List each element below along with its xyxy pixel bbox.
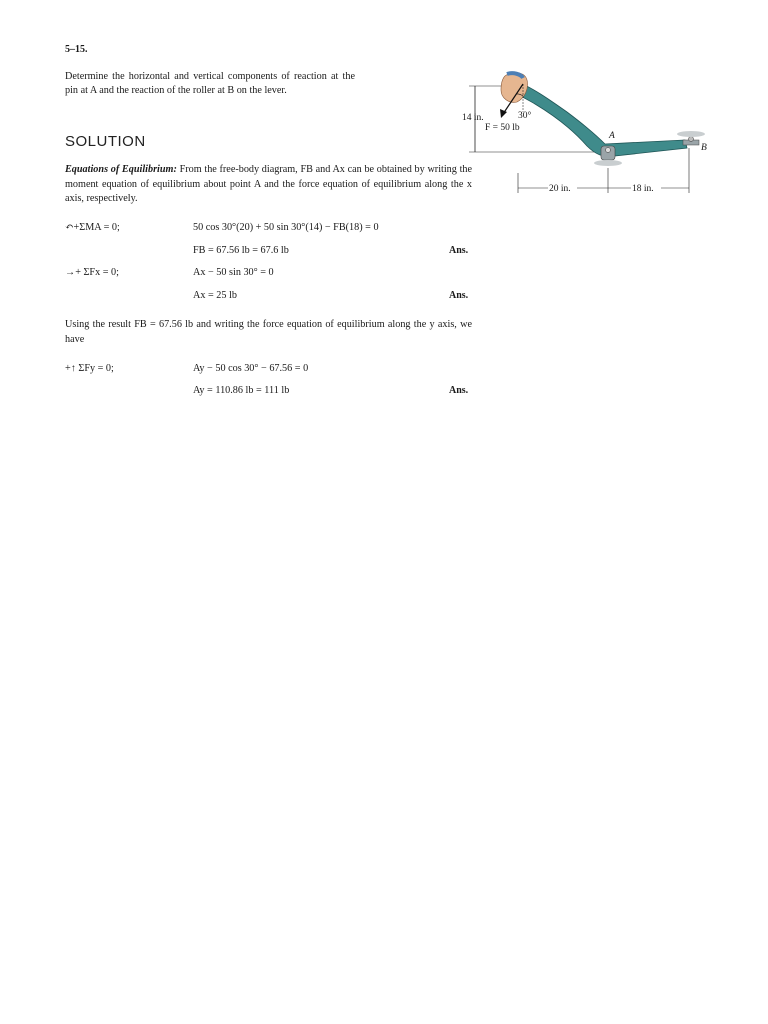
point-b-label: B xyxy=(701,143,707,153)
fy-equation: Ay − 50 cos 30° − 67.56 = 0 xyxy=(193,363,309,374)
intro-text: From the free-body diagram, FB and Ax can be obtained by writing the moment equation of equilibrium about point A and the force equation of equilibrium along the x axis, respectively. xyxy=(65,164,473,204)
problem-number: 5–15. xyxy=(65,44,88,55)
moment-eq-label: ↶+ΣMA = 0; xyxy=(65,222,120,233)
fx-eq-label: →+ ΣFx = 0; xyxy=(65,267,119,278)
point-a-label: A xyxy=(609,131,615,141)
solution-heading: SOLUTION xyxy=(65,133,146,150)
ans-label: Ans. xyxy=(449,245,469,256)
problem-statement: Determine the horizontal and vertical components of reaction at the pin at A and the reaction of the roller at B on the lever. xyxy=(65,71,355,96)
dim-20-label: 20 in. xyxy=(549,184,571,194)
dim-18-label: 18 in. xyxy=(632,184,654,194)
ay-result: Ay = 110.86 lb = 111 lb xyxy=(193,385,290,396)
fb-result: FB = 67.56 lb = 67.6 lb xyxy=(193,245,289,256)
lever xyxy=(513,82,687,157)
lever-figure xyxy=(455,68,715,208)
moment-equation: 50 cos 30°(20) + 50 sin 30°(14) − FB(18) = 0 xyxy=(193,222,379,233)
dim-14-label: 14 in. xyxy=(462,113,484,123)
force-label: F = 50 lb xyxy=(485,123,520,133)
result-text: Using the result FB = 67.56 lb and writing the force equation of equilibrium along the y axis, we have xyxy=(65,319,472,345)
fy-eq-label: +↑ ΣFy = 0; xyxy=(65,363,114,374)
ans-label: Ans. xyxy=(449,385,469,396)
angle-label: 30° xyxy=(518,111,532,121)
solution-intro xyxy=(65,163,472,207)
ans-label: Ans. xyxy=(449,290,469,301)
fx-equation: Ax − 50 sin 30° = 0 xyxy=(193,267,274,278)
intro-lead: Equations of Equilibrium: xyxy=(65,164,177,175)
ax-result: Ax = 25 lb xyxy=(193,290,237,301)
